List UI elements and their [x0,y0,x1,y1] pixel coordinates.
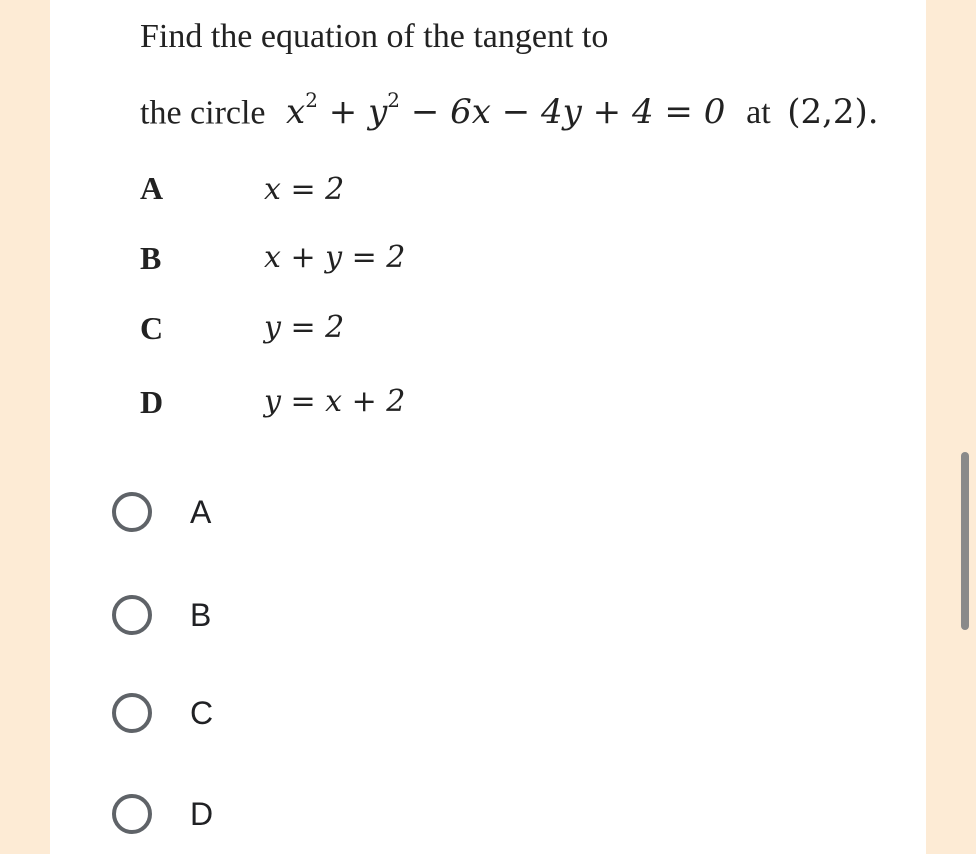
radio-circle-icon[interactable] [112,794,152,834]
radio-option-c[interactable] [112,688,213,738]
choice-letter-d: D [140,384,164,420]
radio-option-b[interactable] [112,590,211,640]
choice-equation-d: y = x + 2 [264,384,406,419]
choice-equation-b: x + y = 2 [264,240,406,275]
radio-label-a: A [190,493,212,530]
choice-letter-b: B [140,240,162,276]
question-prefix: the circle [140,94,266,132]
eq-y: y [368,92,388,133]
radio-label-d: D [190,795,214,832]
eq-rest: − 6x − 4y + 4 = 0 [400,92,726,133]
radio-label-c: C [190,694,214,731]
eq-x: x [286,92,306,133]
scrollbar-thumb[interactable] [961,452,969,630]
question-text-line2 [140,88,879,133]
eq-x-exponent: 2 [305,88,318,112]
radio-label-b: B [190,596,212,633]
choice-equation-c: y = 2 [264,310,345,345]
question-card [50,0,926,854]
choice-letter-c: C [140,310,164,346]
point: (2,2). [787,92,879,133]
choice-letter-a: A [140,170,164,206]
radio-option-d[interactable] [112,789,213,839]
at-word: at [746,94,771,132]
eq-plus: + [317,92,369,133]
eq-y-exponent: 2 [387,88,401,112]
radio-option-a[interactable] [112,487,211,537]
circle-equation [286,88,736,133]
radio-circle-icon[interactable] [112,595,152,635]
radio-circle-icon[interactable] [112,693,152,733]
choice-equation-a: x = 2 [264,172,345,207]
question-text-line1: Find the equation of the tangent to [140,18,609,55]
radio-circle-icon[interactable] [112,492,152,532]
